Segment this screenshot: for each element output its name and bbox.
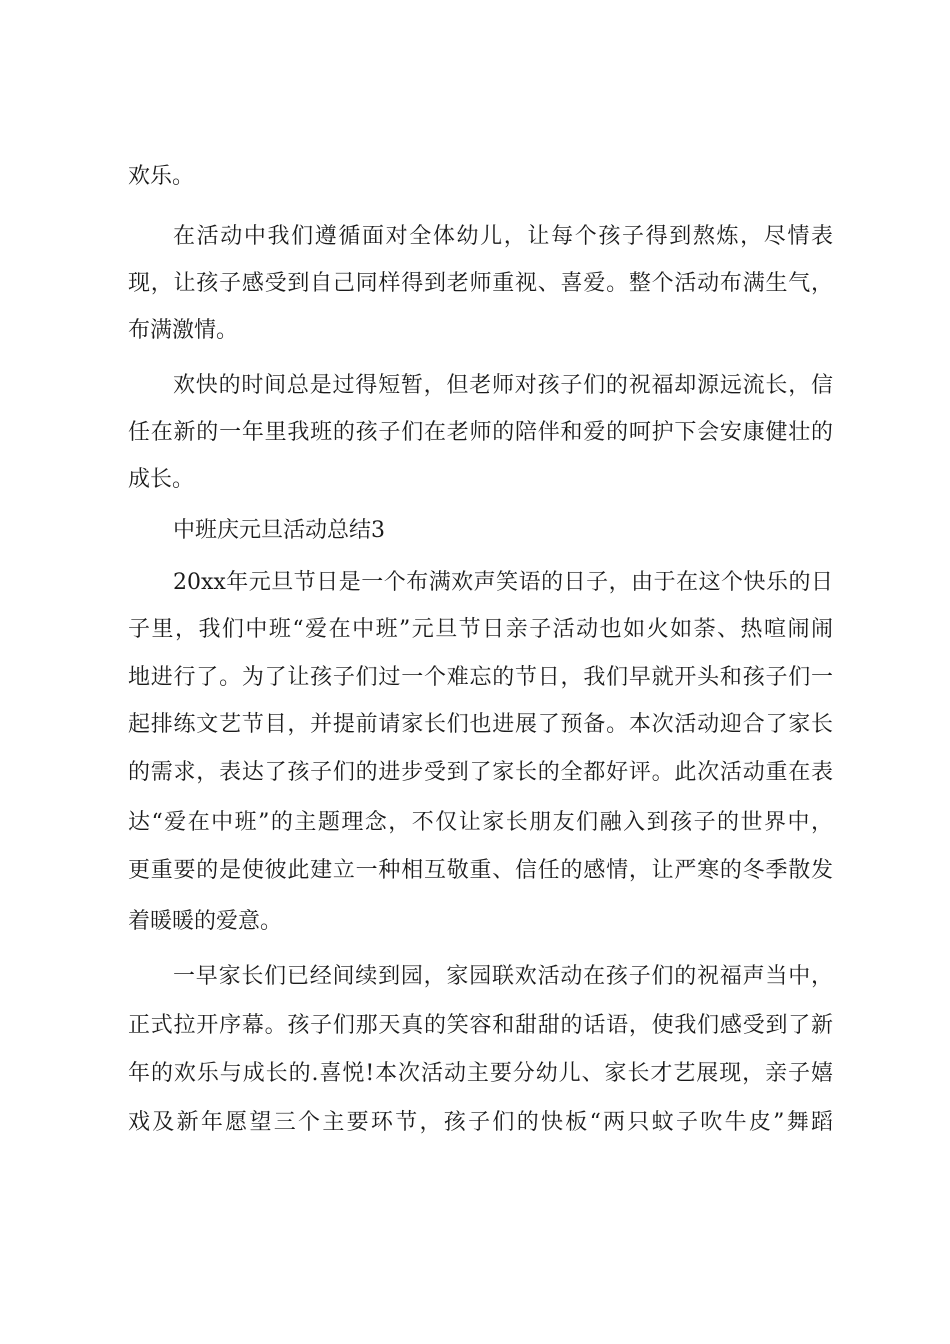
text-line: 现，让孩子感受到自己同样得到老师重视、喜爱。整个活动布满生气， [128, 271, 833, 296]
text-line: 布满激情。 [128, 318, 239, 343]
text-line: 地进行了。为了让孩子们过一个难忘的节日，我们早就开头和孩子们一 [128, 665, 833, 690]
text-line: 起排练文艺节目，并提前请家长们也进展了预备。本次活动迎合了家长 [128, 712, 833, 737]
text-line: 达“爱在中班”的主题理念，不仅让家长朋友们融入到孩子的世界中， [128, 810, 833, 835]
text-line: 20xx年元旦节日是一个布满欢声笑语的日子，由于在这个快乐的日 [173, 570, 833, 595]
text-line: 戏及新年愿望三个主要环节，孩子们的快板“两只蚊子吹牛皮”舞蹈 [128, 1110, 833, 1135]
text-line: 中班庆元旦活动总结3 [173, 518, 385, 543]
text-line: 成长。 [128, 467, 195, 492]
text-line: 的需求，表达了孩子们的进步受到了家长的全都好评。此次活动重在表 [128, 760, 833, 785]
text-line: 子里，我们中班“爱在中班”元旦节日亲子活动也如火如荼、热喧闹闹 [128, 617, 833, 642]
text-line: 欢乐。 [128, 164, 195, 189]
text-line: 任在新的一年里我班的孩子们在老师的陪伴和爱的呵护下会安康健壮的 [128, 420, 833, 445]
text-line: 正式拉开序幕。孩子们那天真的笑容和甜甜的话语，使我们感受到了新 [128, 1013, 833, 1038]
text-line: 在活动中我们遵循面对全体幼儿，让每个孩子得到熬炼，尽情表 [173, 224, 833, 249]
text-line: 欢快的时间总是过得短暂，但老师对孩子们的祝福却源远流长，信 [173, 373, 833, 398]
text-line: 着暖暖的爱意。 [128, 909, 283, 934]
text-line: 一早家长们已经间续到园，家园联欢活动在孩子们的祝福声当中， [173, 964, 833, 989]
text-line: 更重要的是使彼此建立一种相互敬重、信任的感情，让严寒的冬季散发 [128, 858, 833, 883]
text-line: 年的欢乐与成长的.喜悦!本次活动主要分幼儿、家长才艺展现，亲子嬉 [128, 1061, 833, 1086]
